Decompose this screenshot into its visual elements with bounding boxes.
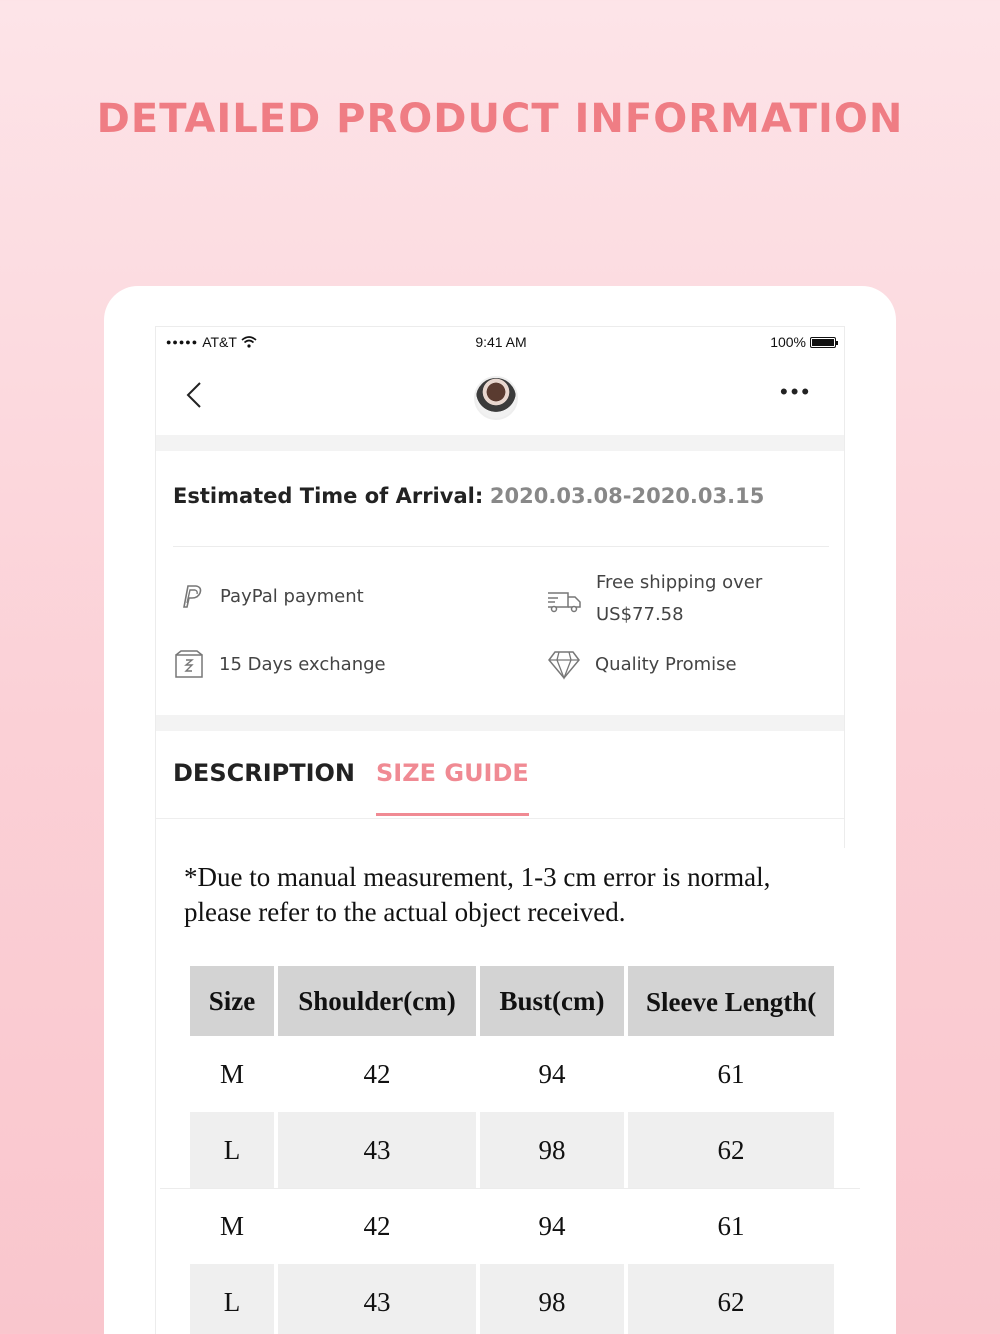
table-row (190, 1264, 834, 1334)
table-row (190, 1036, 834, 1112)
cell-shoulder: 43 (278, 1264, 476, 1334)
cell-size: M (219, 1058, 244, 1089)
feature-shipping-line1: Free shipping over (596, 572, 763, 593)
nav-bar (156, 357, 845, 435)
cell-sleeve: 62 (628, 1112, 834, 1188)
tab-description[interactable]: DESCRIPTION (173, 759, 356, 787)
back-button[interactable] (178, 377, 214, 413)
cell-size: M (219, 1210, 244, 1241)
cell-sleeve: 61 (717, 1058, 745, 1089)
table-header-row (190, 966, 834, 1036)
seller-avatar[interactable] (474, 376, 518, 420)
feature-shipping-line2: US$77.58 (596, 604, 684, 625)
measurement-note (184, 860, 824, 930)
feature-exchange-label: 15 Days exchange (219, 653, 386, 675)
cell-shoulder: 43 (278, 1112, 476, 1188)
cell-bust: 98 (480, 1112, 624, 1188)
tab-size-guide[interactable]: SIZE GUIDE (376, 759, 529, 816)
header-bust: Bust(cm) (480, 966, 624, 1036)
feature-quality-label: Quality Promise (595, 653, 737, 675)
cell-bust: 98 (480, 1264, 624, 1334)
table-row (190, 1112, 834, 1188)
section-divider (156, 435, 845, 451)
feature-paypal-label: PayPal payment (220, 585, 364, 607)
header-size: Size (190, 966, 274, 1036)
battery-icon (810, 337, 836, 348)
feature-quality (547, 648, 737, 680)
carrier-label: AT&T (202, 334, 237, 350)
signal-icon: ●●●●● (166, 337, 199, 347)
cell-bust: 94 (538, 1210, 566, 1241)
header-sleeve-label: Sleeve Length( (646, 986, 816, 1017)
battery-percent: 100% (770, 334, 806, 350)
cell-size: L (190, 1112, 274, 1188)
section-divider (156, 715, 845, 731)
eta-label: Estimated Time of Arrival: (173, 484, 484, 508)
eta-value: 2020.03.08-2020.03.15 (489, 484, 765, 508)
ellipsis-icon: ••• (780, 379, 813, 404)
cell-bust: 94 (538, 1058, 566, 1089)
cell-sleeve: 61 (717, 1210, 745, 1241)
note-line: *Due to manual measurement, 1-3 cm error is normal, (184, 862, 771, 892)
header-sleeve (628, 966, 834, 1036)
header-shoulder: Shoulder(cm) (278, 966, 476, 1036)
note-line: please refer to the actual object received. (184, 897, 626, 927)
table-row (190, 1188, 834, 1264)
truck-icon (546, 584, 582, 614)
cell-shoulder: 42 (363, 1210, 391, 1241)
tab-bar (156, 731, 845, 819)
size-table (186, 966, 838, 1334)
status-bar (156, 327, 845, 357)
feature-exchange (173, 648, 386, 680)
more-button[interactable] (780, 379, 820, 405)
eta-row (173, 484, 764, 508)
page-headline: DETAILED PRODUCT INFORMATION (96, 96, 904, 142)
cell-sleeve: 62 (628, 1264, 834, 1334)
status-time: 9:41 AM (475, 334, 527, 350)
diamond-icon (547, 648, 581, 680)
feature-paypal (176, 581, 364, 611)
size-guide-image (160, 848, 860, 1334)
cell-shoulder: 42 (363, 1058, 391, 1089)
chevron-left-icon (178, 377, 214, 413)
exchange-box-icon (173, 648, 205, 680)
paypal-icon (176, 581, 206, 611)
cell-size: L (190, 1264, 274, 1334)
divider (173, 546, 829, 547)
feature-shipping (546, 567, 762, 631)
